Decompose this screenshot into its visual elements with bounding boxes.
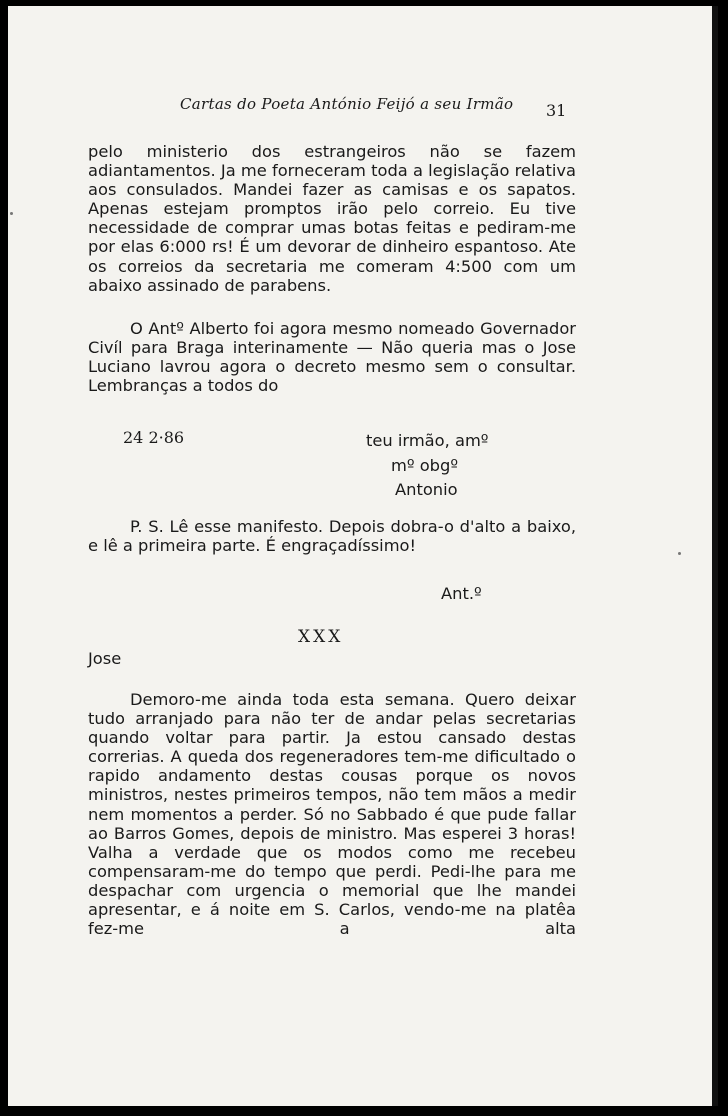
- page-edge-shadow: [712, 6, 718, 1106]
- paragraph-continuation: pelo ministerio dos estrangeiros não se fazem adiantamentos. Ja me forneceram toda a legislação relativa aos consulados. Mandei fazer as camisas e os sapatos. Apenas estejam promptos irão pelo correio. Eu tive necessidade de comprar umas botas feitas e pediram-me por elas 6:000 rs! É um devorar de dinheiro espantoso. Ate os correios da secretaria me comeram 4:500 com um abaixo assinado de parabens.: [88, 142, 576, 295]
- running-header-title: Cartas do Poeta António Feijó a seu Irmão: [180, 95, 514, 113]
- paper-speck: [10, 212, 13, 215]
- paragraph-governador: O Antº Alberto foi agora mesmo nomeado Governador Civíl para Braga interinamente — Não queria mas o Jose Luciano lavrou agora o decreto mesmo sem o consultar. Lembranças a todos do: [88, 319, 576, 396]
- paper-speck: [678, 552, 681, 555]
- postscript: P. S. Lê esse manifesto. Depois dobra-o d'alto a baixo, e lê a primeira parte. É engraçadíssimo!: [88, 517, 576, 556]
- page-number: 31: [546, 101, 567, 120]
- salutation: Jose: [88, 649, 122, 668]
- closing-signature: Antonio: [395, 480, 458, 499]
- paragraph-demoro: Demoro-me ainda toda esta semana. Quero deixar tudo arranjado para não ter de andar pelas secretarias quando voltar para partir. Ja estou cansado destas correrias. A queda dos regeneradores tem-me dificultado o rapido andamento destas cousas porque os novos ministros, nestes primeiros tempos, não tem mãos a medir nem momentos a perder. Só no Sabbado é que pude fallar ao Barros Gomes, depois de ministro. Mas esperei 3 horas! Valha a verdade que os modos como me recebeu compensaram-me do tempo que perdi. Pedi-lhe para me despachar com urgencia o memorial que lhe mandei apresentar, e á noite em S. Carlos, vendo-me na platêa fez-me a alta: [88, 690, 576, 939]
- letter-date: 24 2·86: [123, 428, 185, 447]
- closing-line-2: mº obgº: [391, 456, 459, 475]
- letter-number: XXX: [298, 627, 344, 647]
- closing-line-1: teu irmão, amº: [366, 431, 489, 450]
- book-page: [8, 6, 718, 1106]
- postscript-signature: Ant.º: [441, 584, 482, 603]
